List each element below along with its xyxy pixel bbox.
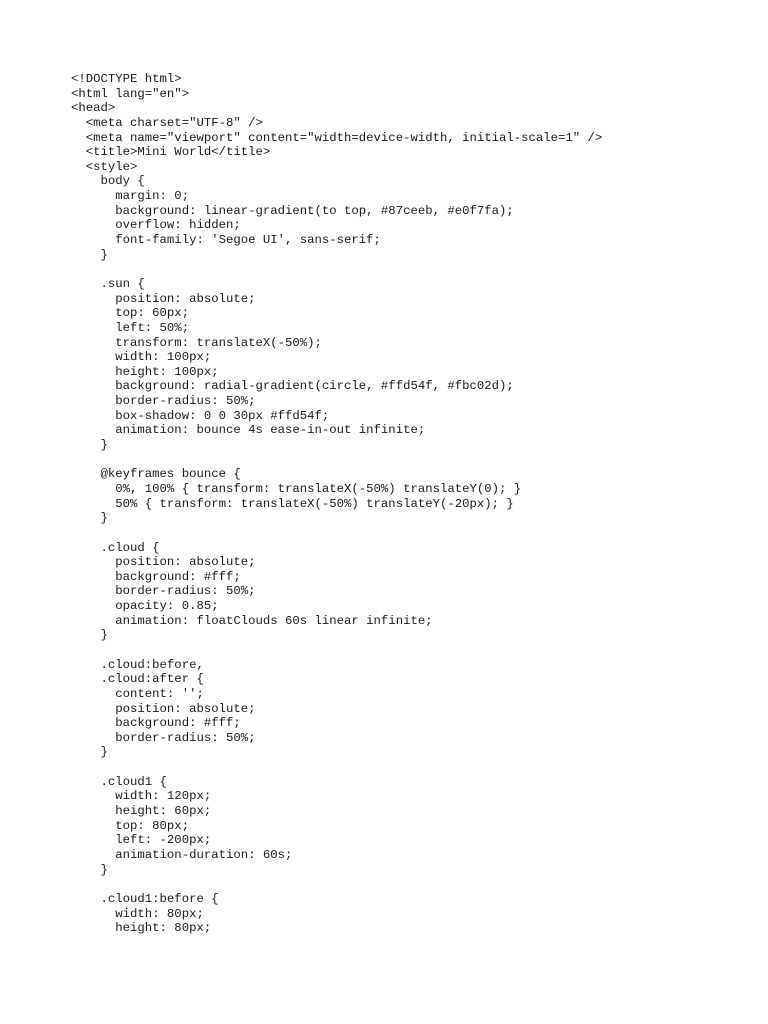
code-line: height: 60px; bbox=[71, 804, 212, 819]
code-line: <meta charset="UTF-8" /> bbox=[71, 115, 263, 130]
code-line: <title>Mini World</title> bbox=[71, 145, 271, 160]
code-line: background: radial-gradient(circle, #ffd54f, #fbc02d); bbox=[71, 379, 514, 394]
code-line: overflow: hidden; bbox=[71, 218, 241, 233]
code-line: width: 80px; bbox=[71, 906, 204, 921]
code-line bbox=[71, 526, 602, 541]
code-line: width: 100px; bbox=[71, 350, 212, 365]
code-text bbox=[71, 72, 602, 936]
code-line: } bbox=[71, 628, 108, 643]
code-line: .cloud:after { bbox=[71, 672, 204, 687]
code-line: height: 100px; bbox=[71, 364, 219, 379]
code-line: <style> bbox=[71, 159, 138, 174]
code-line: .cloud:before, bbox=[71, 657, 204, 672]
code-line: left: -200px; bbox=[71, 833, 212, 848]
code-line: <head> bbox=[71, 101, 116, 116]
code-line: .cloud1:before { bbox=[71, 891, 219, 906]
code-line: } bbox=[71, 438, 108, 453]
code-line: position: absolute; bbox=[71, 291, 256, 306]
code-line: animation: bounce 4s ease-in-out infinite; bbox=[71, 423, 426, 438]
code-line: <meta name="viewport" content="width=device-width, initial-scale=1" /> bbox=[71, 130, 603, 145]
code-line bbox=[71, 262, 602, 277]
code-line bbox=[71, 453, 602, 468]
code-line: .sun { bbox=[71, 276, 145, 291]
code-line: body { bbox=[71, 174, 145, 189]
code-line: animation-duration: 60s; bbox=[71, 847, 293, 862]
code-line: } bbox=[71, 862, 108, 877]
code-line bbox=[71, 643, 602, 658]
code-line: } bbox=[71, 511, 108, 526]
code-line: left: 50%; bbox=[71, 320, 190, 335]
code-line: top: 60px; bbox=[71, 306, 190, 321]
code-line: opacity: 0.85; bbox=[71, 599, 219, 614]
code-line: border-radius: 50%; bbox=[71, 394, 256, 409]
code-line: position: absolute; bbox=[71, 701, 256, 716]
code-line: @keyframes bounce { bbox=[71, 467, 241, 482]
code-line: 50% { transform: translateX(-50%) translateY(-20px); } bbox=[71, 496, 514, 511]
code-line: <!DOCTYPE html> bbox=[71, 72, 182, 86]
code-line: } bbox=[71, 247, 108, 262]
code-line: 0%, 100% { transform: translateX(-50%) translateY(0); } bbox=[71, 481, 522, 496]
code-line: .cloud { bbox=[71, 540, 160, 555]
code-line: width: 120px; bbox=[71, 789, 212, 804]
code-line bbox=[71, 760, 602, 775]
code-line: content: ''; bbox=[71, 686, 204, 701]
code-line: background: #fff; bbox=[71, 569, 241, 584]
code-line: font-family: 'Segoe UI', sans-serif; bbox=[71, 233, 381, 248]
code-line: border-radius: 50%; bbox=[71, 730, 256, 745]
code-line: background: #fff; bbox=[71, 716, 241, 731]
code-line: height: 80px; bbox=[71, 921, 212, 936]
code-line: background: linear-gradient(to top, #87ceeb, #e0f7fa); bbox=[71, 203, 514, 218]
code-line: .cloud1 { bbox=[71, 774, 167, 789]
code-line: box-shadow: 0 0 30px #ffd54f; bbox=[71, 408, 330, 423]
code-line: animation: floatClouds 60s linear infinite; bbox=[71, 613, 433, 628]
code-line: margin: 0; bbox=[71, 189, 190, 204]
code-line: position: absolute; bbox=[71, 555, 256, 570]
code-line: border-radius: 50%; bbox=[71, 584, 256, 599]
code-line bbox=[71, 877, 602, 892]
code-line: transform: translateX(-50%); bbox=[71, 335, 322, 350]
code-line: <html lang="en"> bbox=[71, 86, 190, 101]
code-line: } bbox=[71, 745, 108, 760]
code-line: top: 80px; bbox=[71, 818, 190, 833]
